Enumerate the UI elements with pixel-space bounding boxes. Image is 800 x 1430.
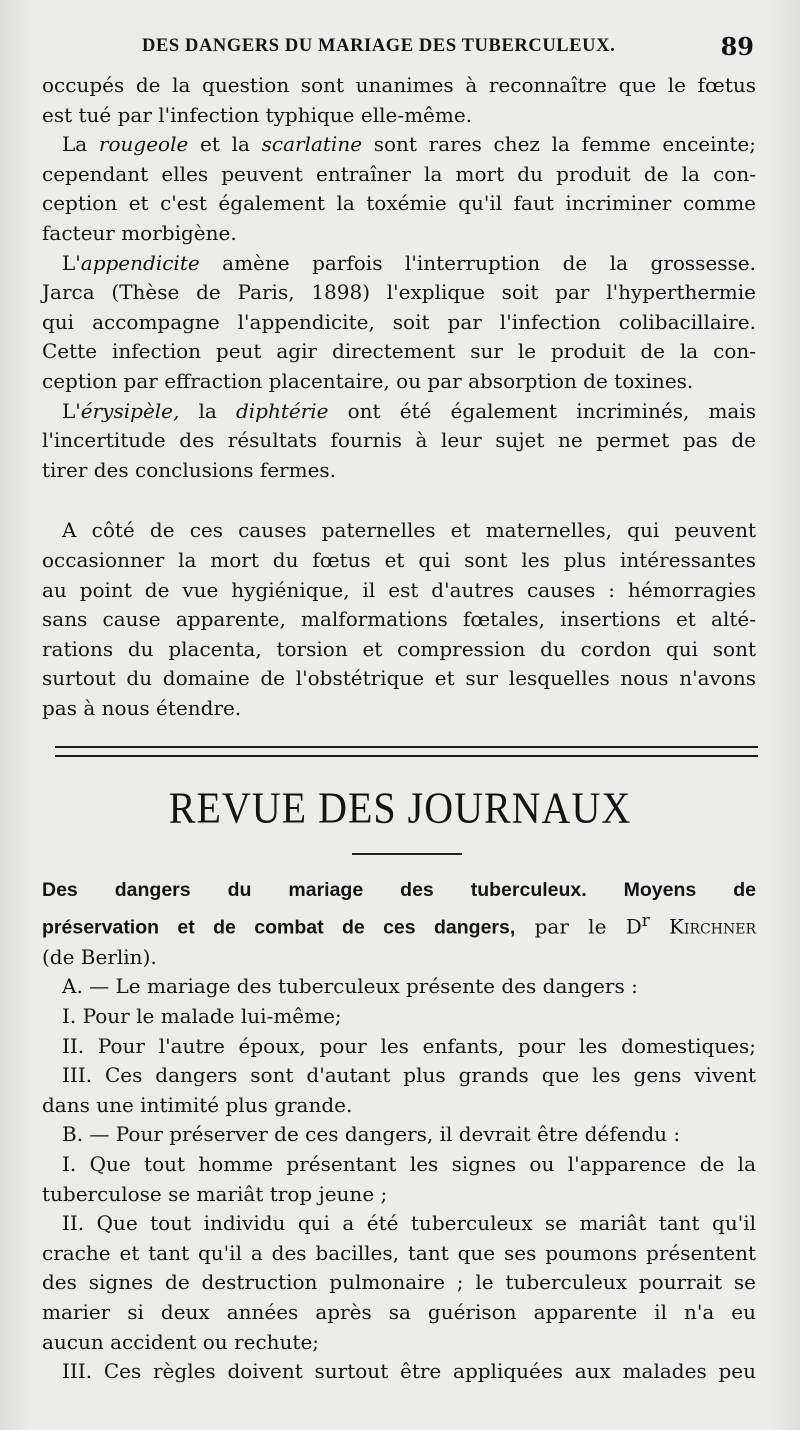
list-item-continuation: marier si deux années après sa guérison apparente il n'a eu [42, 1299, 756, 1324]
text-line: sans cause apparente, malformations fœtales, insertions et alté- [42, 607, 756, 632]
page-number: 89 [720, 32, 754, 61]
text-line: tirer des conclusions fermes. [42, 457, 337, 482]
text-line: qui accompagne l'appendicite, soit par l'infection colibacillaire. [42, 309, 756, 334]
term-scarlatine: scarlatine [261, 132, 363, 157]
term-appendicite: appendicite [80, 250, 200, 275]
running-head-title: DES DANGERS DU MARIAGE DES TUBERCULEUX. [142, 36, 616, 56]
short-rule-divider [352, 853, 462, 855]
byline: par le D [515, 914, 642, 939]
text-line: occupés de la question sont unanimes à reconnaître que le fœtus [42, 73, 756, 97]
list-item-continuation: dans une intimité plus grande. [42, 1092, 353, 1117]
list-item: I. Pour le malade lui-même; [62, 1004, 342, 1029]
text-line: est tué par l'infection typhique elle-même. [42, 102, 473, 127]
text-line: ception par effraction placentaire, ou par absorption de toxines. [42, 368, 694, 393]
text-line [42, 130, 756, 160]
text-span: L' [62, 398, 81, 423]
text-line: pas à nous étendre. [42, 695, 242, 720]
author-place: (de Berlin). [42, 944, 157, 969]
text-line: Jarca (Thèse de Paris, 1898) l'explique soit par l'hyperthermie [42, 280, 756, 305]
text-line: l'incertitude des résultats fournis à leur sujet ne permet pas de [42, 428, 756, 453]
term-erysipele: érysipèle, [80, 398, 180, 423]
list-item-continuation: crache et tant qu'il a des bacilles, tant que ses poumons présentent [42, 1240, 756, 1265]
text-line: Cette infection peut agir directement sur le produit de la con- [42, 339, 756, 364]
article-heading: préservation et de combat de ces dangers, [42, 916, 516, 939]
text-line: cependant elles peuvent entraîner la mort du produit de la con- [42, 161, 756, 186]
byline-sup: r [641, 910, 650, 930]
list-item: III. Ces dangers sont d'autant plus grands que les gens vivent [62, 1063, 756, 1088]
list-item-continuation: tuberculose se mariât trop jeune ; [42, 1181, 388, 1206]
text-line: A côté de ces causes paternelles et maternelles, qui peuvent [62, 518, 756, 543]
text-span: sont rares chez la femme enceinte; [362, 132, 757, 157]
article-heading-line [42, 906, 756, 943]
list-item: II. Pour l'autre époux, pour les enfants, pour les domestiques; [62, 1033, 756, 1058]
text-line: surtout du domaine de l'obstétrique et sur lesquelles nous n'avons [42, 666, 756, 691]
article-heading: Des dangers du mariage des tuberculeux. Moyens de [42, 879, 756, 901]
list-heading-b: B. — Pour préserver de ces dangers, il devrait être défendu : [62, 1122, 681, 1147]
list-item: III. Ces règles doivent surtout être appliquées aux malades peu [62, 1359, 756, 1384]
list-item-continuation: aucun accident ou rechute; [42, 1329, 320, 1354]
text-line: ception et c'est également la toxémie qu'il faut incriminer comme [42, 191, 756, 216]
article-heading-line [42, 875, 756, 906]
running-head [42, 32, 756, 62]
review-article [42, 875, 756, 1387]
section-title: REVUE DES JOURNAUX [168, 782, 632, 833]
text-line [42, 249, 756, 279]
text-span: L' [62, 250, 81, 275]
text-span: La [62, 132, 99, 157]
text-span: la [179, 398, 236, 423]
term-rougeole: rougeole [98, 132, 189, 157]
text-span: et la [188, 132, 262, 157]
text-line: au point de vue hygiénique, il est d'autres causes : hémorragies [42, 577, 756, 602]
double-rule-divider [55, 746, 758, 757]
list-item-continuation: des signes de destruction pulmonaire ; le tuberculeux pourrait se [42, 1270, 756, 1295]
text-span: amène parfois l'interruption de la grossesse. [199, 250, 756, 275]
list-item: I. Que tout homme présentant les signes ou l'apparence de la [62, 1152, 756, 1176]
author-name: Kirchner [649, 914, 756, 939]
list-heading-a: A. — Le mariage des tuberculeux présente des dangers : [62, 974, 638, 999]
term-diphterie: diphtérie [235, 398, 329, 423]
list-item: II. Que tout individu qui a été tuberculeux se mariât tant qu'il [62, 1211, 756, 1236]
text-span: ont été également incriminés, mais [328, 398, 756, 423]
paragraph-gap [42, 485, 756, 516]
text-line: facteur morbigène. [42, 220, 237, 245]
text-line: occasionner la mort du fœtus et qui sont les plus intéressantes [42, 547, 756, 572]
text-line [42, 397, 756, 427]
text-line: rations du placenta, torsion et compression du cordon qui sont [42, 636, 756, 661]
body-text [42, 71, 756, 723]
